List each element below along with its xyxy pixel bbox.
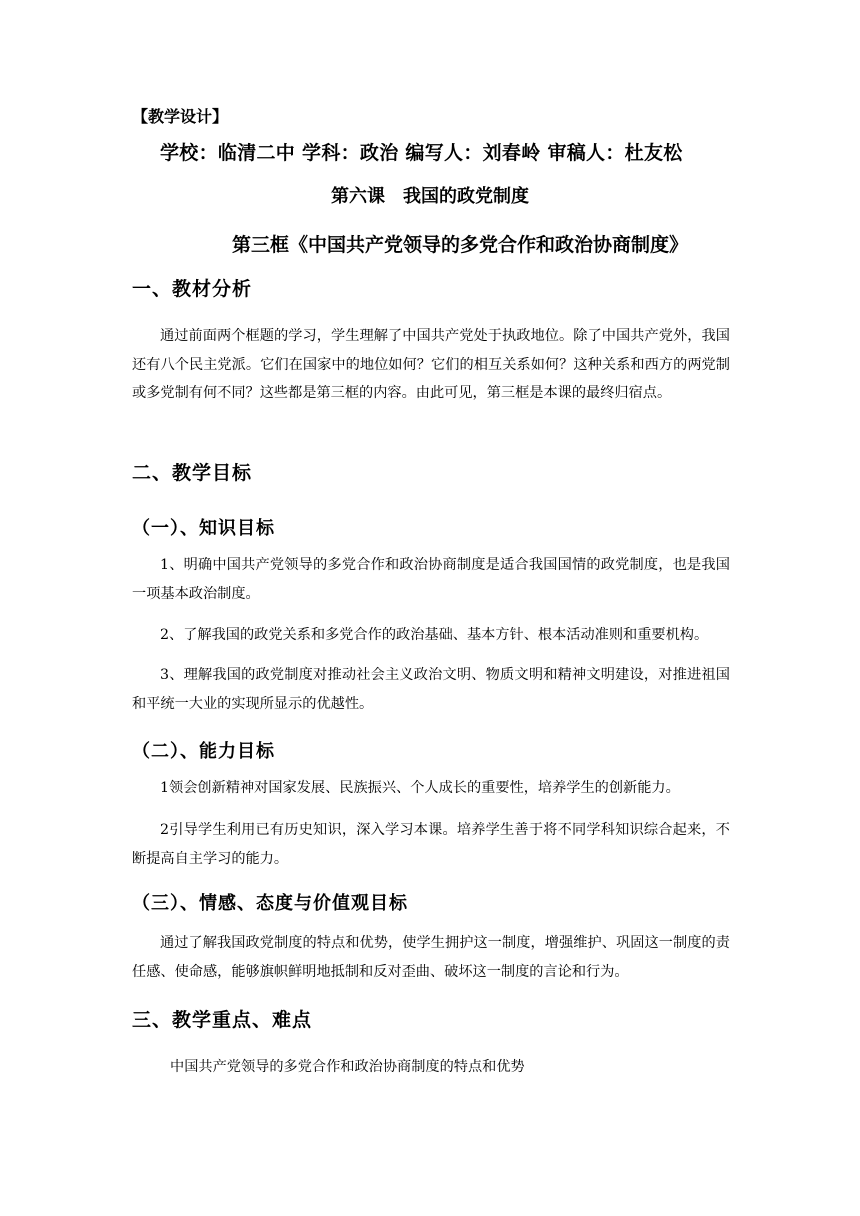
section-heading-analysis: 一、教材分析 [132,278,253,300]
author-meta-line: 学校：临清二中 学科：政治 编写人：刘春岭 审稿人：杜友松 [160,142,683,164]
knowledge-item-3: 3、理解我国的政党制度对推动社会主义政治文明、物质文明和精神文明建设，对推进祖国和平统一大业的实现所显示的优越性。 [132,667,730,712]
frame-title: 第三框《中国共产党领导的多党合作和政治协商制度》 [232,234,689,256]
knowledge-item-1: 1、明确中国共产党领导的多党合作和政治协商制度是适合我国国情的政党制度，也是我国一项基本政治制度。 [132,557,730,602]
lesson-number: 第六课 [331,186,385,207]
knowledge-item-2: 2、了解我国的政党关系和多党合作的政治基础、基本方针、根本活动准则和重要机构。 [160,627,709,643]
ability-item-1: 1领会创新精神对国家发展、民族振兴、个人成长的重要性，培养学生的创新能力。 [160,780,680,796]
emotion-paragraph: 通过了解我国政党制度的特点和优势，使学生拥护这一制度，增强维护、巩固这一制度的责任感、使命感，能够旗帜鲜明地抵制和反对歪曲、破坏这一制度的言论和行为。 [132,935,730,980]
ability-item-2: 2引导学生利用已有历史知识，深入学习本课。培养学生善于将不同学科知识综合起来，不断提高自主学习的能力。 [132,822,730,867]
lesson-title: 我国的政党制度 [403,186,529,207]
design-label: 【教学设计】 [132,107,229,126]
key-points-paragraph: 中国共产党领导的多党合作和政治协商制度的特点和优势 [170,1059,525,1075]
analysis-paragraph: 通过前面两个框题的学习，学生理解了中国共产党处于执政地位。除了中国共产党外，我国还有八个民主党派。它们在国家中的地位如何？它们的相互关系如何？这种关系和西方的两党制或多党制有何不同？这些都是第三框的内容。由此可见，第三框是本课的最终归宿点。 [132,328,730,401]
subheading-ability: （二）、能力目标 [132,741,275,762]
section-heading-key-points: 三、教学重点、难点 [132,1009,313,1031]
section-heading-objectives: 二、教学目标 [132,462,253,484]
lesson-heading [0,182,860,208]
subheading-emotion: （三）、情感、态度与价值观目标 [132,893,408,914]
subheading-knowledge: （一）、知识目标 [132,518,275,539]
